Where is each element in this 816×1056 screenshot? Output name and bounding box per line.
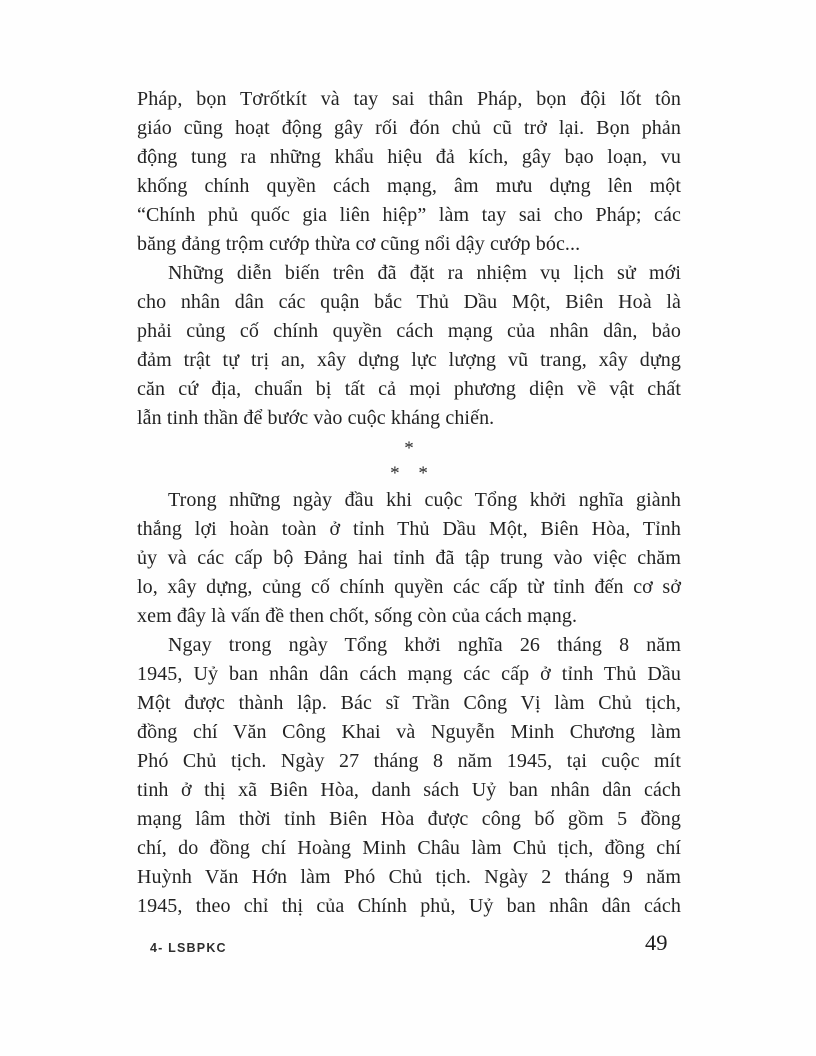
text-line: Những diễn biến trên đã đặt ra nhiệm vụ lịch sử mới (168, 262, 681, 284)
text-line: thắng lợi hoàn toàn ở tỉnh Thủ Dầu Một, Biên Hòa, Tỉnh (137, 518, 681, 540)
text-line: phải củng cố chính quyền cách mạng của nhân dân, bảo (137, 320, 681, 342)
text-line: Pháp, bọn Tơrốtkít và tay sai thân Pháp, bọn đội lốt tôn (137, 88, 681, 110)
text-line: lẫn tinh thần để bước vào cuộc kháng chiến. (137, 407, 495, 429)
text-line: tinh ở thị xã Biên Hòa, danh sách Uỷ ban nhân dân cách (137, 779, 681, 801)
text-line: đảm trật tự trị an, xây dựng lực lượng vũ trang, xây dựng (137, 349, 681, 371)
section-separator (137, 433, 681, 486)
text-line: Ngay trong ngày Tổng khởi nghĩa 26 tháng 8 năm (168, 634, 681, 656)
text-line: băng đảng trộm cướp thừa cơ cũng nổi dậy cướp bóc... (137, 233, 581, 255)
text-line: mạng lâm thời tỉnh Biên Hòa được công bố gồm 5 đồng (137, 808, 681, 830)
text-line: 1945, theo chỉ thị của Chính phủ, Uỷ ban nhân dân cách (137, 895, 681, 917)
paragraph-4 (137, 631, 681, 921)
text-line: chí, do đồng chí Hoàng Minh Châu làm Chủ tịch, đồng chí (137, 837, 681, 859)
text-line: 1945, Uỷ ban nhân dân cách mạng các cấp ở tỉnh Thủ Dầu (137, 663, 681, 685)
text-line: cho nhân dân các quận bắc Thủ Dầu Một, Biên Hoà là (137, 291, 681, 313)
text-line: khống chính quyền cách mạng, âm mưu dựng lên một (137, 175, 681, 197)
text-line: ủy và các cấp bộ Đảng hai tỉnh đã tập trung vào việc chăm (137, 547, 681, 569)
text-line: căn cứ địa, chuẩn bị tất cả mọi phương diện về vật chất (137, 378, 681, 400)
paragraph-3 (137, 486, 681, 631)
text-line: động tung ra những khẩu hiệu đả kích, gây bạo loạn, vu (137, 146, 681, 168)
asterisk-pair: * * (390, 463, 428, 484)
text-line: Trong những ngày đầu khi cuộc Tổng khởi nghĩa giành (168, 489, 681, 511)
text-line: Một được thành lập. Bác sĩ Trần Công Vị làm Chủ tịch, (137, 692, 681, 714)
text-line: xem đây là vấn đề then chốt, sống còn của cách mạng. (137, 605, 578, 627)
text-line: đồng chí Văn Công Khai và Nguyễn Minh Chương làm (137, 721, 681, 743)
asterisk: * (404, 438, 414, 459)
print-signature: 4- LSBPKC (150, 941, 227, 955)
paragraph-2 (137, 259, 681, 433)
text-line: lo, xây dựng, củng cố chính quyền các cấp từ tỉnh đến cơ sở (137, 576, 681, 598)
paragraph-1 (137, 85, 681, 259)
text-line: giáo cũng hoạt động gây rối đón chủ cũ trở lại. Bọn phản (137, 117, 681, 139)
text-line: “Chính phủ quốc gia liên hiệp” làm tay sai cho Pháp; các (137, 204, 681, 226)
text-block (137, 85, 681, 921)
text-line: Huỳnh Văn Hớn làm Phó Chủ tịch. Ngày 2 tháng 9 năm (137, 866, 681, 888)
page-number: 49 (645, 930, 668, 955)
text-line: Phó Chủ tịch. Ngày 27 tháng 8 năm 1945, tại cuộc mít (137, 750, 681, 772)
